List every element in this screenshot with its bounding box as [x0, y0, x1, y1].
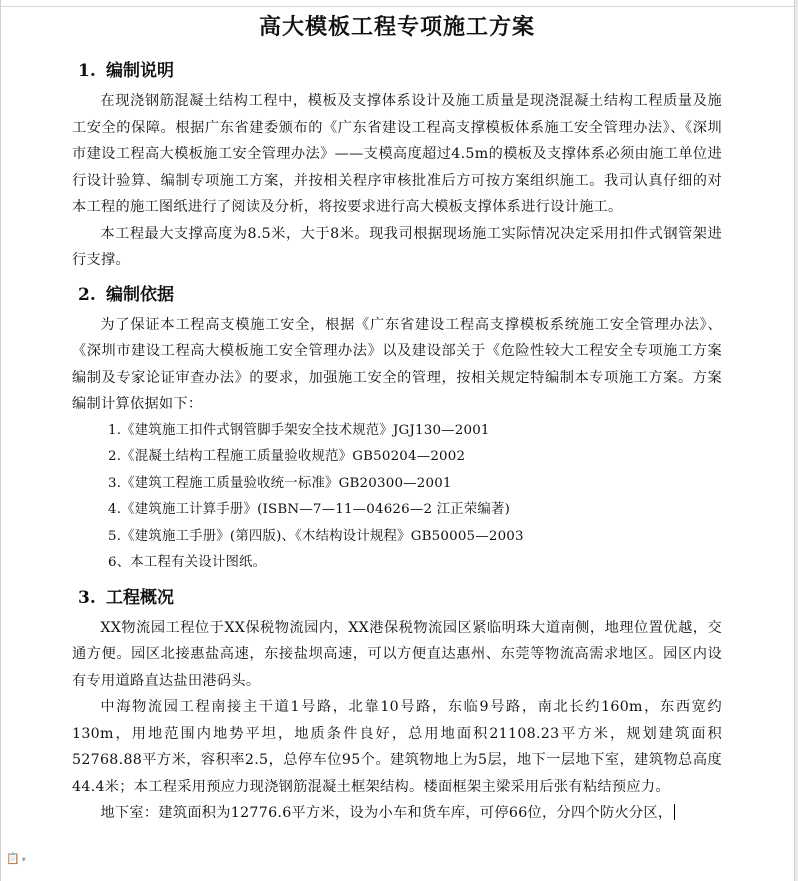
text-cursor — [674, 804, 675, 820]
list-item: 6、本工程有关设计图纸。 — [108, 555, 267, 570]
vertical-scrollbar[interactable] — [794, 0, 798, 881]
section-title: 编制依据 — [106, 284, 174, 305]
section-title: 工程概况 — [106, 587, 174, 608]
list-item: 3.《建筑工程施工质量验收统一标准》GB20300—2001 — [108, 475, 452, 491]
paragraph: 为了保证本工程高支模施工安全，根据《广东省建设工程高支撑模板系统施工安全管理办法》、《深圳市建设工程高大模板施工安全管理办法》以及建设部关于《危险性较大工程安全专项施工方案编制及专家论证审查办法》的要求，加强施工安全的管理，按相关规定特编制本专项施工方案。方案编制计算依据如下： — [72, 316, 722, 412]
paragraph: 在现浇钢筋混凝土结构工程中，模板及支撑体系设计及施工质量是现浇混凝土结构工程质量及施工安全的保障。根据广东省建委颁布的《广东省建设工程高支撑模板体系施工安全管理办法》、《深圳市建设工程高大模板施工安全管理办法》——支模高度超过4.5m的模板及支撑体系必须由施工单位进行设计验算、编制专项施工方案，并按相关程序审核批准后方可按方案组织施工。我司认真仔细的对本工程的施工图纸进行了阅读及分析，将按要求进行高大模板支撑体系进行设计施工。 — [72, 93, 722, 215]
chevron-down-icon: ▾ — [21, 855, 26, 864]
page-top-edge — [0, 0, 798, 7]
list-item: 5.《建筑施工手册》(第四版)、《木结构设计规程》GB50005—2003 — [108, 528, 524, 544]
section-heading — [78, 58, 722, 84]
paragraph-text: 地下室：建筑面积为12776.6平方米，设为小车和货车库，可停66位，分四个防火分区， — [100, 805, 673, 821]
section-heading — [78, 282, 722, 308]
section-heading — [78, 585, 722, 611]
document-title: 高大模板工程专项施工方案 — [258, 14, 535, 40]
clipboard-icon: 📋 — [6, 852, 20, 865]
paragraph: 本工程最大支撑高度为8.5米，大于8米。现我司根据现场施工实际情况决定采用扣件式钢管架进行支撑。 — [72, 225, 722, 268]
paragraph — [72, 800, 722, 827]
paste-options-icon[interactable] — [6, 852, 26, 865]
document-body[interactable] — [72, 12, 722, 827]
list-item: 4.《建筑施工计算手册》(ISBN—7—11—04626—2 江正荣编著) — [108, 502, 510, 517]
section-number: 2. — [78, 284, 96, 305]
section-number: 1. — [78, 61, 96, 81]
page-left-edge — [0, 0, 1, 881]
list-item: 1.《建筑施工扣件式钢管脚手架安全技术规范》JGJ130—2001 — [108, 422, 490, 438]
paragraph: XX物流园工程位于XX保税物流园内，XX港保税物流园区紧临明珠大道南侧，地理位置优越，交通方便。园区北接惠盐高速，东接盐坝高速，可以方便直达惠州、东莞等物流高需求地区。园区内设有专用道路直达盐田港码头。 — [72, 619, 722, 689]
list-item: 2.《混凝土结构工程施工质量验收规范》GB50204—2002 — [108, 449, 466, 464]
paragraph: 中海物流园工程南接主干道1号路，北靠10号路，东临9号路，南北长约160m，东西宽约130m，用地范围内地势平坦，地质条件良好，总用地面积21108.23平方米，规划建筑面积52768.88平方米，容积率2.5，总停车位95个。建筑物地上为5层，地下一层地下室，建筑物总高度44.4米；本工程采用预应力现浇钢筋混凝土框架结构。楼面框架主梁采用后张有粘结预应力。 — [72, 699, 722, 795]
section-title: 编制说明 — [106, 61, 174, 81]
section-number: 3. — [78, 587, 96, 608]
